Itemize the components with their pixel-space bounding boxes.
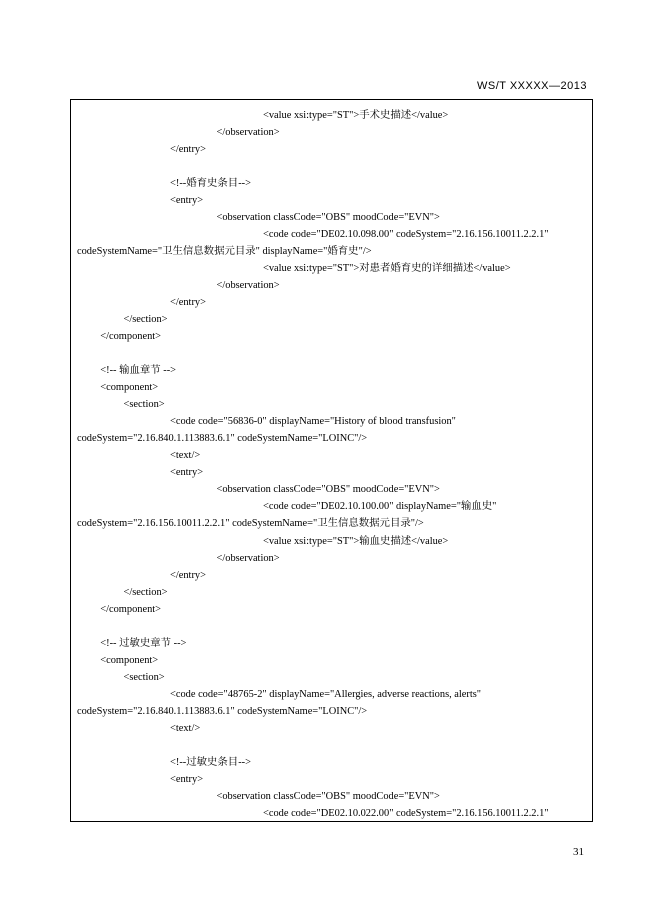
code-line: <observation classCode="OBS" moodCode="EVN"> (216, 790, 440, 802)
code-line: <code code="DE02.10.100.00" displayName="输血史" (263, 501, 497, 513)
code-line: </entry> (170, 144, 206, 156)
code-line: <code code="56836-0" displayName="History of blood transfusion" (170, 416, 456, 428)
code-line: <value xsi:type="ST">对患者婚育史的详细描述</value> (263, 263, 511, 275)
standard-code-header: WS/T XXXXX—2013 (476, 80, 587, 92)
code-line: <entry> (170, 195, 204, 207)
code-line: </section> (123, 586, 168, 598)
code-line: <component> (100, 654, 159, 666)
code-line: codeSystem="2.16.840.1.113883.6.1" codeSystemName="LOINC"/> (77, 705, 368, 717)
code-line: <section> (123, 671, 165, 683)
code-line: <entry> (170, 773, 204, 785)
code-line: </observation> (216, 280, 280, 292)
code-line: <text/> (170, 450, 201, 462)
code-line: <!--婚育史条目--> (170, 178, 251, 190)
code-line: <section> (123, 399, 165, 411)
code-line: <observation classCode="OBS" moodCode="EVN"> (216, 212, 440, 224)
code-listing-frame (70, 99, 593, 822)
code-line: <!-- 过敏史章节 --> (100, 637, 187, 649)
code-line: <observation classCode="OBS" moodCode="EVN"> (216, 484, 440, 496)
code-line: </entry> (170, 569, 206, 581)
page-number: 31 (573, 846, 584, 858)
code-line: <component> (100, 382, 159, 394)
code-line: codeSystem="2.16.156.10011.2.2.1" codeSystemName="卫生信息数据元目录"/> (77, 518, 424, 530)
code-line: </component> (100, 603, 162, 615)
code-line: <value xsi:type="ST">手术史描述</value> (263, 110, 449, 121)
code-line: </observation> (216, 127, 280, 139)
code-line: </entry> (170, 297, 206, 309)
code-line: </section> (123, 314, 168, 326)
code-line: codeSystemName="卫生信息数据元目录" displayName="婚育史"/> (77, 246, 372, 258)
code-line: <code code="DE02.10.022.00" codeSystem="2.16.156.10011.2.2.1" (263, 807, 549, 819)
code-line: <entry> (170, 467, 204, 479)
code-line: <!-- 输血章节 --> (100, 365, 177, 377)
code-line: <!--过敏史条目--> (170, 756, 251, 768)
code-line: <value xsi:type="ST">输血史描述</value> (263, 535, 449, 547)
code-line: codeSystem="2.16.840.1.113883.6.1" codeSystemName="LOINC"/> (77, 433, 368, 445)
code-line: </component> (100, 331, 162, 343)
code-line: <text/> (170, 722, 201, 734)
code-line: <code code="DE02.10.098.00" codeSystem="2.16.156.10011.2.2.1" (263, 229, 549, 241)
code-line: <code code="48765-2" displayName="Allergies, adverse reactions, alerts" (170, 688, 482, 700)
code-line: </observation> (216, 552, 280, 564)
